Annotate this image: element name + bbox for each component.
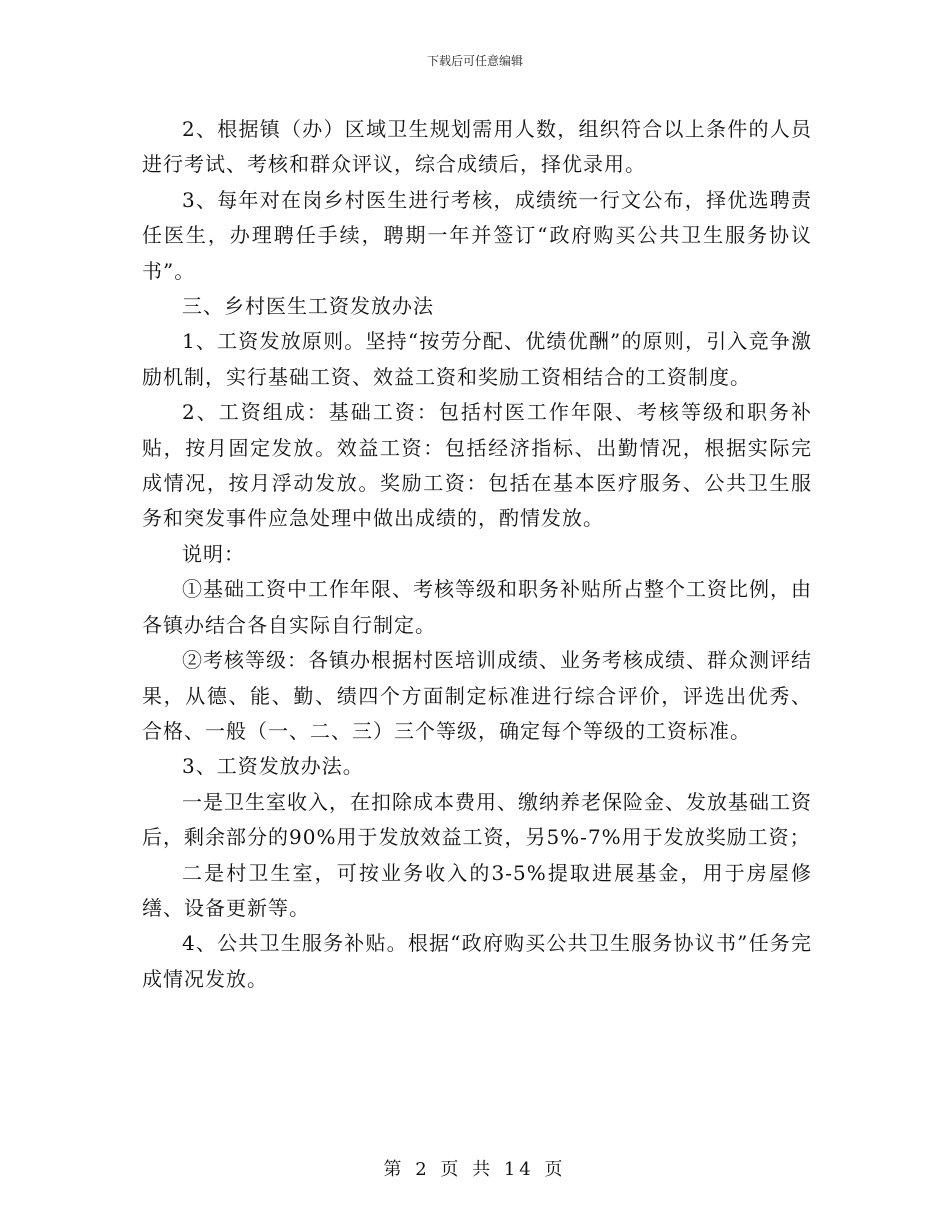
paragraph: 1、工资发放原则。坚持“按劳分配、优绩优酬”的原则，引入竞争激励机制，实行基础工资、效益工资和奖励工资相结合的工资制度。 <box>142 329 812 389</box>
paragraph: 3、工资发放办法。 <box>182 754 364 779</box>
paragraph: 4、公共卫生服务补贴。根据“政府购买公共卫生服务协议书”任务完成情况发放。 <box>142 931 812 991</box>
paragraph: 一是卫生室收入，在扣除成本费用、缴纳养老保险金、发放基础工资后，剩余部分的90%用于发放效益工资，另5%-7%用于发放奖励工资； <box>142 789 812 850</box>
page-header: 下载后可任意编辑 <box>426 54 523 68</box>
paragraph: 2、工资组成：基础工资：包括村医工作年限、考核等级和职务补贴，按月固定发放。效益工资：包括经济指标、出勤情况，根据实际完成情况，按月浮动发放。奖励工资：包括在基本医疗服务、公共卫生服务和突发事件应急处理中做出成绩的，酌情发放。 <box>142 400 812 531</box>
paragraph: 二是村卫生室，可按业务收入的3-5%提取进展基金，用于房屋修缮、设备更新等。 <box>142 860 812 920</box>
paragraph: 说明： <box>182 541 245 566</box>
paragraph: ②考核等级：各镇办根据村医培训成绩、业务考核成绩、群众测评结果，从德、能、勤、绩四个方面制定标准进行综合评价，评选出优秀、合格、一般（一、二、三）三个等级，确定每个等级的工资标准。 <box>142 648 812 743</box>
section-heading: 三、乡村医生工资发放办法 <box>182 294 434 319</box>
paragraph: 2、根据镇（办）区域卫生规划需用人数，组织符合以上条件的人员进行考试、考核和群众评议，综合成绩后，择优录用。 <box>142 117 812 177</box>
paragraph: ①基础工资中工作年限、考核等级和职务补贴所占整个工资比例，由各镇办结合各自实际自行制定。 <box>142 577 812 637</box>
page-number-footer: 第 2 页 共 14 页 <box>383 1159 567 1180</box>
document-body <box>142 112 812 997</box>
paragraph: 3、每年对在岗乡村医生进行考核，成绩统一行文公布，择优选聘责任医生，办理聘任手续，聘期一年并签订“政府购买公共卫生服务协议书”。 <box>142 187 812 283</box>
